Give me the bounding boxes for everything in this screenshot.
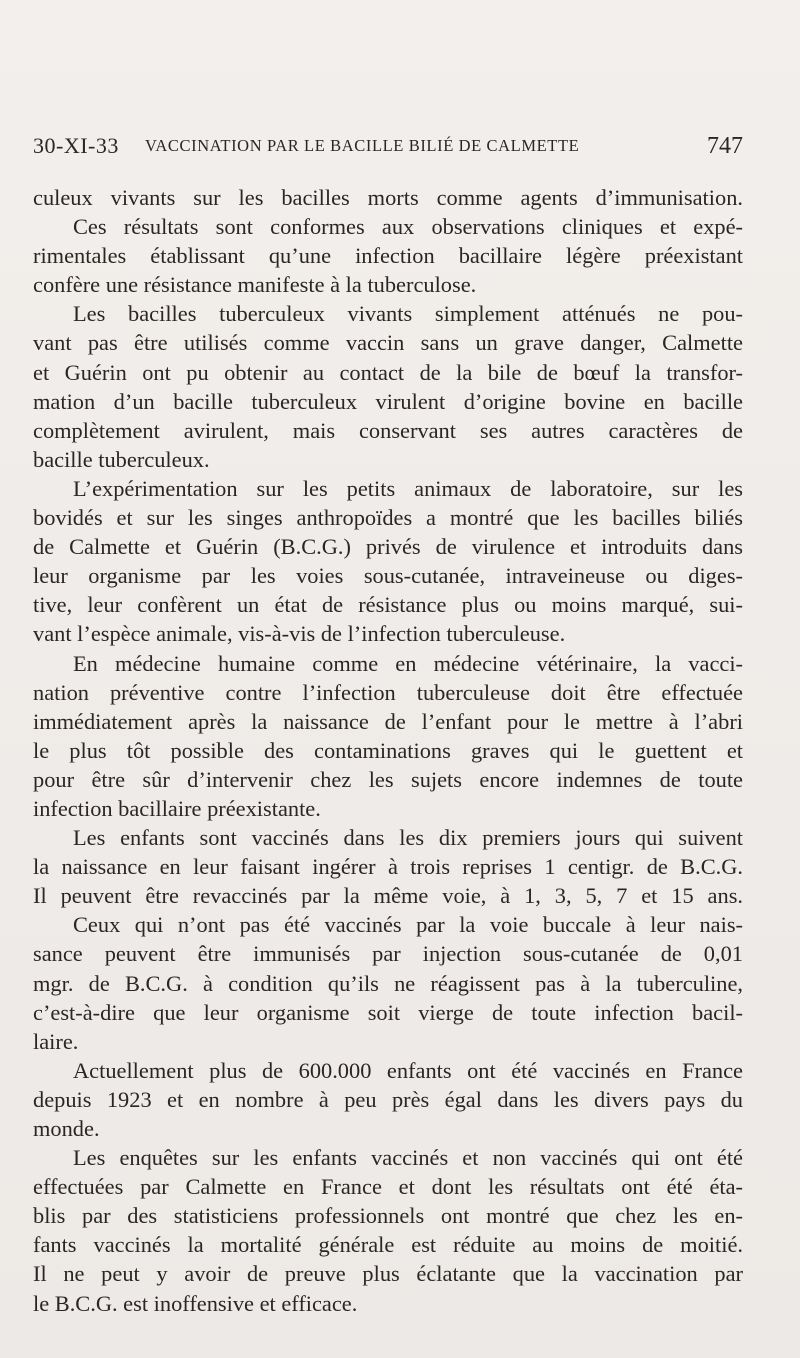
text-line: Il peuvent être revaccinés par la même voie, à 1, 3, 5, 7 et 15 ans.	[33, 883, 743, 909]
text-line: fants vaccinés la mortalité générale est réduite au moins de moitié.	[33, 1232, 743, 1258]
running-head-title: VACCINATION PAR LE BACILLE BILIÉ DE CALMETTE	[145, 136, 580, 155]
text-line: Il ne peut y avoir de preuve plus éclatante que la vaccination par	[33, 1261, 743, 1287]
text-line: le plus tôt possible des contaminations graves qui le guettent et	[33, 737, 743, 763]
text-line: immédiatement après la naissance de l’enfant pour le mettre à l’abri	[33, 708, 743, 734]
text-line: rimentales établissant qu’une infection bacillaire légère préexistant	[33, 243, 743, 269]
text-line: mgr. de B.C.G. à condition qu’ils ne réagissent pas à la tuberculine,	[33, 970, 743, 996]
running-head	[33, 133, 745, 161]
text-line: sance peuvent être immunisés par injection sous-cutanée de 0,01	[33, 941, 743, 967]
text-line: et Guérin ont pu obtenir au contact de la bile de bœuf la transfor-	[33, 359, 743, 385]
text-line: complètement avirulent, mais conservant ses autres caractères de	[33, 417, 743, 443]
text-line: mation d’un bacille tuberculeux virulent d’origine bovine en bacille	[33, 388, 743, 414]
text-line: laire.	[33, 1028, 79, 1054]
text-line: c’est-à-dire que leur organisme soit vierge de toute infection bacil-	[33, 999, 743, 1025]
text-line: infection bacillaire préexistante.	[33, 795, 321, 821]
running-head-date: 30-XI-33	[33, 133, 119, 158]
text-line: le B.C.G. est inoffensive et efficace.	[33, 1290, 358, 1316]
text-line: bacille tuberculeux.	[33, 446, 210, 472]
text-line: Ces résultats sont conformes aux observations cliniques et expé-	[73, 214, 743, 240]
text-line: En médecine humaine comme en médecine vétérinaire, la vacci-	[73, 650, 743, 676]
text-line: nation préventive contre l’infection tuberculeuse doit être effectuée	[33, 679, 743, 705]
text-line: blis par des statisticiens professionnels ont montré que chez les en-	[33, 1203, 743, 1229]
text-line: L’expérimentation sur les petits animaux de laboratoire, sur les	[73, 475, 743, 501]
text-line: la naissance en leur faisant ingérer à trois reprises 1 centigr. de B.C.G.	[33, 854, 743, 880]
text-line: tive, leur confèrent un état de résistance plus ou moins marqué, sui-	[33, 592, 743, 618]
text-line: confère une résistance manifeste à la tuberculose.	[33, 272, 477, 298]
text-line: bovidés et sur les singes anthropoïdes a montré que les bacilles biliés	[33, 505, 743, 531]
text-line: culeux vivants sur les bacilles morts comme agents d’immunisation.	[33, 185, 743, 210]
text-line: vant pas être utilisés comme vaccin sans un grave danger, Calmette	[33, 330, 743, 356]
text-line: vant l’espèce animale, vis-à-vis de l’infection tuberculeuse.	[33, 621, 566, 647]
text-line: depuis 1923 et en nombre à peu près égal dans les divers pays du	[33, 1086, 743, 1112]
text-line: leur organisme par les voies sous-cutanée, intraveineuse ou diges-	[33, 563, 743, 589]
page-number: 747	[707, 133, 743, 159]
text-line: effectuées par Calmette en France et dont les résultats ont été éta-	[33, 1174, 743, 1200]
text-line: Les enquêtes sur les enfants vaccinés et non vaccinés qui ont été	[73, 1145, 743, 1171]
text-line: pour être sûr d’intervenir chez les sujets encore indemnes de toute	[33, 766, 743, 792]
body-text	[33, 183, 743, 1318]
text-line: de Calmette et Guérin (B.C.G.) privés de virulence et introduits dans	[33, 534, 743, 560]
text-line: Les bacilles tuberculeux vivants simplement atténués ne pou-	[73, 301, 743, 327]
text-line: Les enfants sont vaccinés dans les dix premiers jours qui suivent	[73, 825, 743, 851]
text-line: monde.	[33, 1116, 100, 1141]
text-line: Actuellement plus de 600.000 enfants ont été vaccinés en France	[73, 1057, 743, 1083]
text-line: Ceux qui n’ont pas été vaccinés par la voie buccale à leur nais-	[73, 912, 743, 938]
